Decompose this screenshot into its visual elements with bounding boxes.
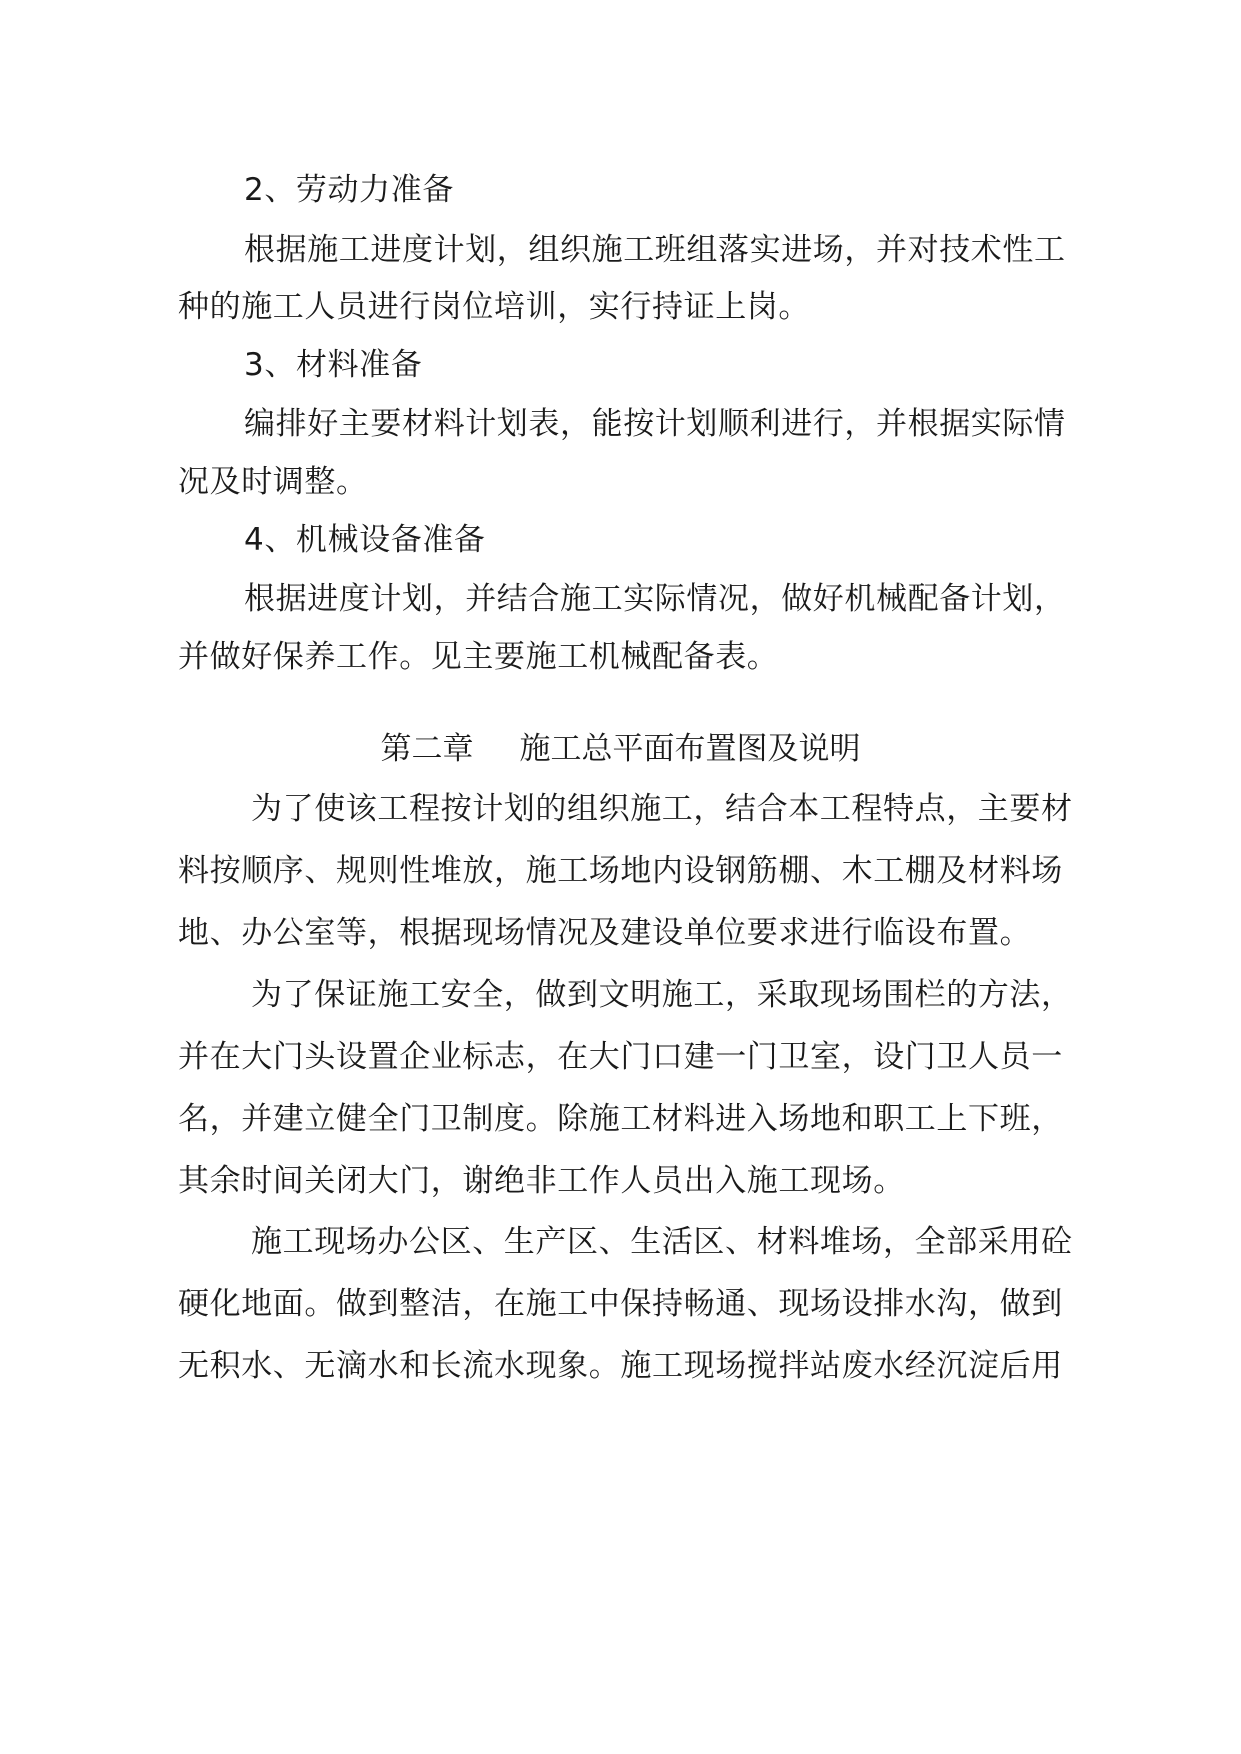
section-title-machinery: 4、机械设备准备	[244, 522, 486, 558]
paragraph-line: 并在大门头设置企业标志，在大门口建一门卫室，设门卫人员一	[178, 1039, 1063, 1075]
paragraph-line: 况及时调整。	[178, 464, 368, 500]
section-title-materials: 3、材料准备	[244, 347, 423, 383]
paragraph-line: 名，并建立健全门卫制度。除施工材料进入场地和职工上下班，	[178, 1101, 1063, 1137]
paragraph-line: 为了保证施工安全，做到文明施工，采取现场围栏的方法，	[251, 977, 1073, 1013]
paragraph-line: 无积水、无滴水和长流水现象。施工现场搅拌站废水经沉淀后用	[178, 1348, 1063, 1384]
paragraph-line: 地、办公室等，根据现场情况及建设单位要求进行临设布置。	[178, 915, 1032, 951]
paragraph-line: 硬化地面。做到整洁，在施工中保持畅通、现场设排水沟，做到	[178, 1286, 1063, 1322]
paragraph-line: 根据进度计划，并结合施工实际情况，做好机械配备计划，	[244, 581, 1066, 617]
chapter-number: 第二章	[380, 731, 474, 767]
paragraph-line: 根据施工进度计划，组织施工班组落实进场，并对技术性工	[244, 232, 1066, 268]
paragraph-line: 种的施工人员进行岗位培训，实行持证上岗。	[178, 289, 810, 325]
paragraph-line: 编排好主要材料计划表，能按计划顺利进行，并根据实际情	[244, 406, 1066, 442]
paragraph-line: 为了使该工程按计划的组织施工，结合本工程特点，主要材	[251, 791, 1073, 827]
section-title-labor: 2、劳动力准备	[244, 172, 454, 208]
paragraph-line: 施工现场办公区、生产区、生活区、材料堆场，全部采用砼	[251, 1224, 1073, 1260]
paragraph-line: 料按顺序、规则性堆放，施工场地内设钢筋棚、木工棚及材料场	[178, 853, 1063, 889]
chapter-heading	[0, 729, 1241, 769]
paragraph-line: 并做好保养工作。见主要施工机械配备表。	[178, 639, 779, 675]
paragraph-line: 其余时间关闭大门，谢绝非工作人员出入施工现场。	[178, 1163, 905, 1199]
chapter-title: 施工总平面布置图及说明	[519, 731, 861, 767]
